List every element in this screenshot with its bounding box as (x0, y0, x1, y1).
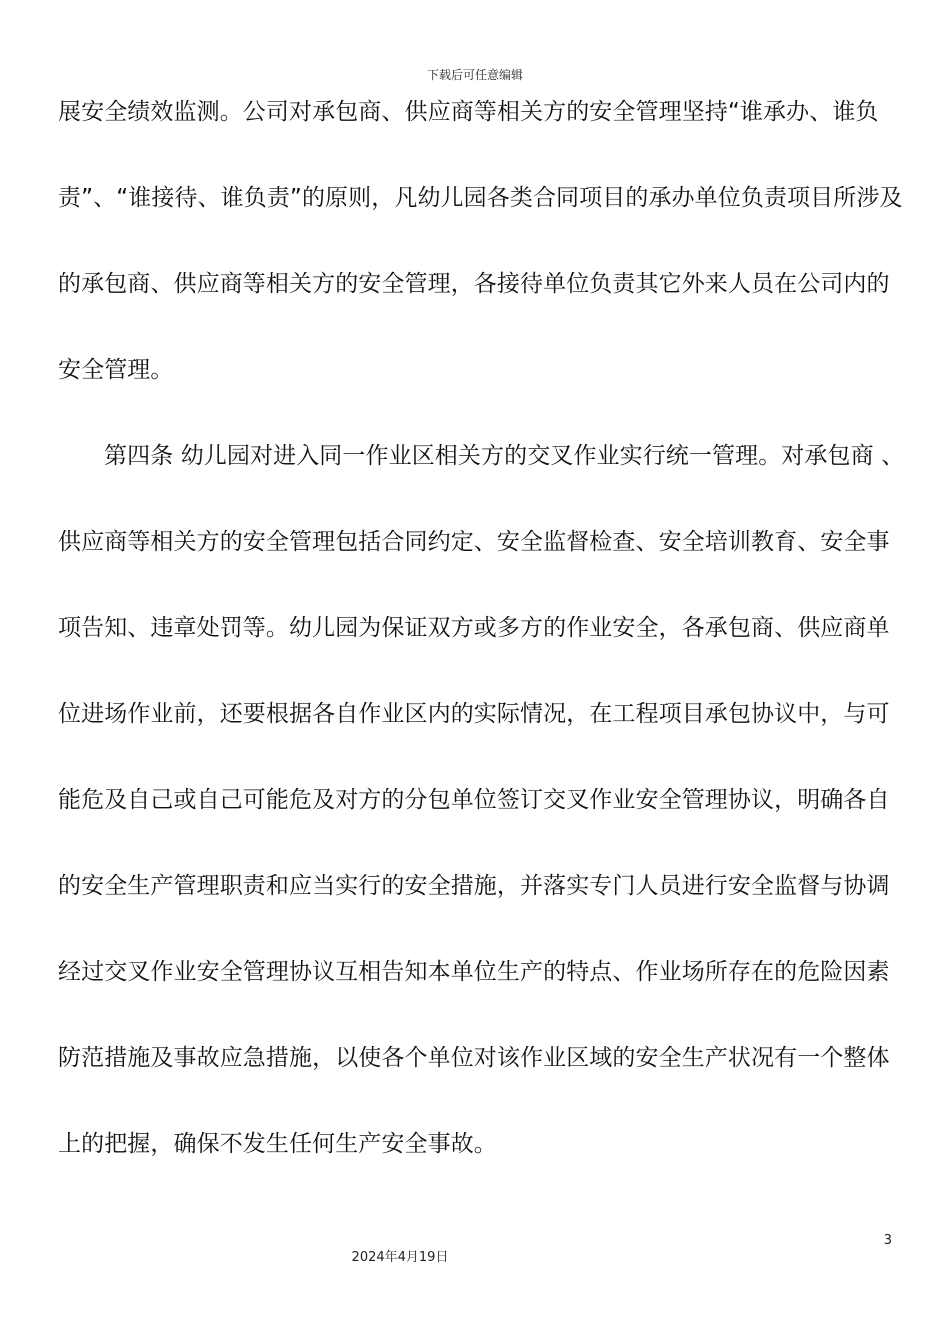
page-header: 下载后可任意编辑 (426, 68, 523, 82)
footer-date: 2024年4月19日 (351, 1250, 449, 1265)
body-line: 责”、“谁接待、谁负责”的原则，凡幼儿园各类合同项目的承办单位负责项目所涉及 (58, 185, 903, 211)
body-line: 供应商等相关方的安全管理包括合同约定、安全监督检查、安全培训教育、安全事 (58, 529, 890, 555)
body-line: 项告知、违章处罚等。幼儿园为保证双方或多方的作业安全，各承包商、供应商单 (58, 615, 890, 641)
body-line: 经过交叉作业安全管理协议互相告知本单位生产的特点、作业场所存在的危险因素 (58, 959, 890, 985)
page-number: 3 (883, 1233, 892, 1248)
body-line: 安全管理。 (58, 357, 174, 383)
body-line: 的安全生产管理职责和应当实行的安全措施，并落实专门人员进行安全监督与协调 (58, 873, 890, 899)
body-line: 展安全绩效监测。公司对承包商、供应商等相关方的安全管理坚持“谁承办、谁负 (58, 99, 879, 125)
body-line: 的承包商、供应商等相关方的安全管理，各接待单位负责其它外来人员在公司内的 (58, 271, 890, 297)
body-line: 上的把握，确保不发生任何生产安全事故。 (58, 1131, 497, 1157)
body-line: 能危及自己或自己可能危及对方的分包单位签订交叉作业安全管理协议，明确各自 (58, 787, 890, 813)
article-four-first-line: 第四条 幼儿园对进入同一作业区相关方的交叉作业实行统一管理。对承包商 、 (104, 443, 905, 469)
body-line: 防范措施及事故应急措施，以使各个单位对该作业区域的安全生产状况有一个整体 (58, 1045, 890, 1071)
body-line: 位进场作业前，还要根据各自作业区内的实际情况，在工程项目承包协议中，与可 (58, 701, 890, 727)
document-body (58, 92, 918, 1210)
